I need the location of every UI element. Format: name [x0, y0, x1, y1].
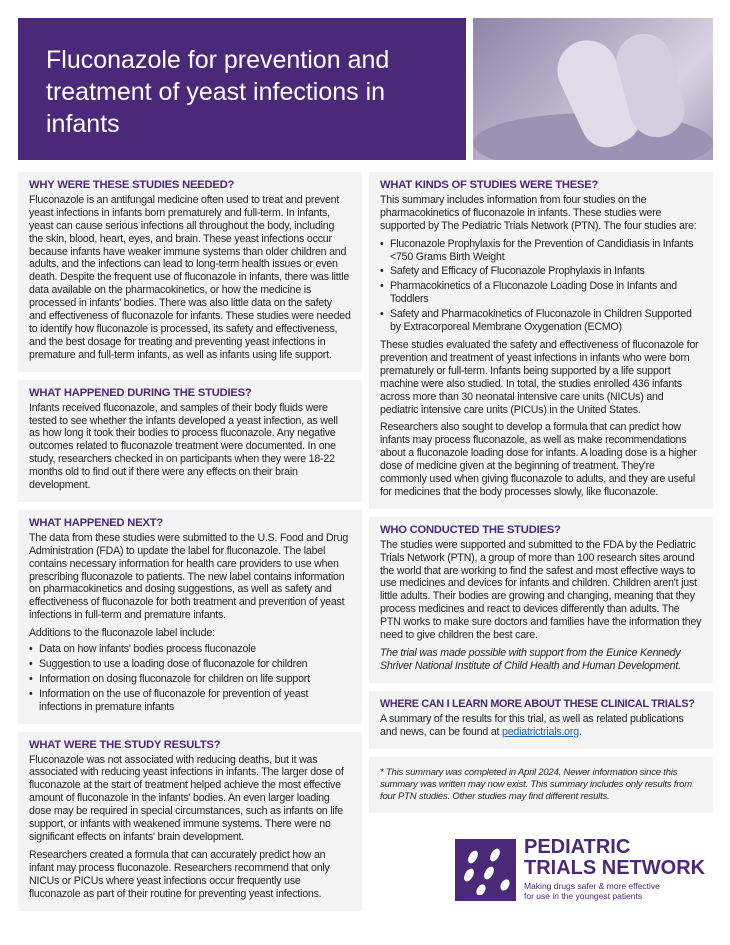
- list-item: • Suggestion to use a loading dose of fluconazole for children: [29, 658, 351, 671]
- section-body: [380, 713, 702, 739]
- list-item: • Data on how infants' bodies process fluconazole: [29, 643, 351, 656]
- section-body: Fluconazole was not associated with reducing deaths, but it was associated with reducing yeast infections in infants. The larger dose of fluconazole at the start of treatment helped achieve the most effective amount of fluconazole in the infants' bodies. An even larger loading dose may be required in special circumstances, such as infants on life support, or infants with weakened immune systems. There were no significant effects on infants' brain development.: [29, 753, 344, 843]
- section-body: Researchers created a formula that can accurately predict how an infant may process fluconazole. Researchers recommend that only NICUs or PICUs where yeast infections occur frequently use fluconazole as part of their routine for preventing yeast infections.: [29, 848, 330, 900]
- disclaimer-text: * This summary was completed in April 2024. Newer information since this summary was written may now exist. This summary includes only results from four PTN studies. Other studies may find different results.: [380, 766, 692, 802]
- funding-note: The trial was made possible with support from the Eunice Kennedy Shriver National Institute of Child Health and Human Development.: [380, 647, 681, 672]
- section-during: [18, 380, 362, 502]
- list-item: • Information on dosing fluconazole for children on life support: [29, 673, 351, 686]
- section-who: [369, 517, 713, 683]
- right-column: [369, 172, 713, 903]
- section-intro: This summary includes information from four studies on the pharmacokinetics of fluconazole in infants. These studies were supported by The Pediatric Trials Network (PTN). The four studies are:: [380, 193, 697, 232]
- section-body: These studies evaluated the safety and effectiveness of fluconazole for prevention and treatment of yeast infections in infants who were born prematurely or full-term. Infants being supported by a life support machine were also studied. In total, the studies enrolled 436 infants across more than 30 neonatal intensive care units (NICUs) and pediatric intensive care units (PICUs) in the United States.: [380, 338, 699, 416]
- logo-name-line: TRIALS NETWORK: [524, 856, 706, 879]
- header: [0, 0, 730, 160]
- section-body: The data from these studies were submitted to the U.S. Food and Drug Administration (FDA) to update the label for fluconazole. The label contains necessary information for health care providers to use when prescribing fluconazole to patients. The new label contains information on pharmacokinetics and dosing suggestions, as well as safety and effectiveness of fluconazole for both treatment and prevention of yeast infections in full-term and premature infants.: [29, 531, 349, 622]
- pediatrictrials-link[interactable]: pediatrictrials.org: [502, 725, 579, 738]
- page-title: Fluconazole for prevention and treatment of yeast infections in infants: [18, 18, 466, 160]
- section-body: Fluconazole is an antifungal medicine often used to treat and prevent yeast infections in infants born prematurely and full-term. In infants, yeast can cause serious infections all throughout the body, including the skin, blood, heart, eyes, and brain. These yeast infections occur because infants have weaker immune systems than older children and adults, and the infections can lead to long-term health issues or even death. Despite the frequent use of fluconazole in infants, there was little data available on the pharmacokinetics, or how the medicine is processed in infants' bodies. There was also little data on the safety and effectiveness of fluconazole for infants. These studies were needed to identify how fluconazole is processed, its safety and effectiveness, and the best dosage for treating and preventing yeast infections in premature and full-term infants, as well as infants using life support.: [29, 193, 351, 361]
- content-columns: [0, 160, 730, 923]
- list-item: • Pharmacokinetics of a Fluconazole Loading Dose in Infants and Toddlers: [380, 280, 702, 306]
- period: .: [578, 725, 582, 738]
- section-heading: WHAT KINDS OF STUDIES WERE THESE?: [380, 179, 599, 191]
- list-item: • Fluconazole Prophylaxis for the Prevention of Candidiasis in Infants <750 Grams Birth Weight: [380, 238, 702, 264]
- tagline-line: Making drugs safer & more effective: [524, 880, 660, 891]
- section-learn: [369, 691, 713, 749]
- section-heading: WHO CONDUCTED THE STUDIES?: [380, 523, 561, 536]
- section-results: [18, 732, 362, 911]
- section-kinds: [369, 172, 713, 509]
- section-body: The studies were supported and submitted to the FDA by the Pediatric Trials Network (PTN), a group of more than 100 research sites around the world that are working to find the safest and most effective ways to use medicines and devices for infants and children. Children aren't just little adults. Their bodies are growing and changing, meaning that they process medicines and react to devices differently than adults. The PTN works to make sure doctors and families have the information they need to give children the best care.: [380, 538, 702, 642]
- section-body: Researchers also sought to develop a formula that can predict how infants may process fluconazole, as well as make recommendations about a fluconazole loading dose for infants. A loading dose is a higher dose of medicine given at the beginning of treatment. They're commonly used when giving fluconazole to adults, and they are useful for medicines that the body processes slowly, like fluconazole.: [380, 421, 697, 498]
- disclaimer: [369, 757, 713, 813]
- section-next: [18, 510, 362, 724]
- section-body: Infants received fluconazole, and samples of their body fluids were tested to see whether the infants developed a yeast infection, as well as how long it took their bodies to process fluconazole. Any negative outcomes related to fluconazole treatment were documented. In one study, researchers checked in on participants when they were 18-22 months old to find out if there were any effects on their brain development.: [29, 401, 338, 492]
- section-heading: WHAT HAPPENED DURING THE STUDIES?: [29, 386, 252, 399]
- logo-name-line: PEDIATRIC: [524, 835, 631, 858]
- section-heading: WHAT WERE THE STUDY RESULTS?: [29, 738, 221, 751]
- list-item: • Safety and Efficacy of Fluconazole Prophylaxis in Infants: [380, 265, 702, 278]
- logo-tagline: [524, 881, 660, 901]
- logo-name: [524, 837, 705, 879]
- list-item: • Information on the use of fluconazole for prevention of yeast infections in premature infants: [29, 688, 351, 714]
- section-heading: WHERE CAN I LEARN MORE ABOUT THESE CLINICAL TRIALS?: [380, 697, 695, 710]
- list-item: • Safety and Pharmacokinetics of Fluconazole in Children Supported by Extracorporeal Membrane Oxygenation (ECMO): [380, 308, 702, 334]
- section-heading: WHY WERE THESE STUDIES NEEDED?: [29, 179, 235, 191]
- section-why: [18, 172, 362, 372]
- section-heading: WHAT HAPPENED NEXT?: [29, 516, 163, 529]
- footprints-icon: [455, 839, 516, 901]
- left-column: [18, 172, 362, 911]
- section-intro: Additions to the fluconazole label include:: [29, 627, 215, 640]
- infant-feet-photo: [473, 18, 713, 160]
- tagline-line: for use in the youngest patients: [524, 890, 643, 901]
- ptn-logo: [455, 835, 713, 903]
- learn-text: A summary of the results for this trial, as well as related publications and news, can be found at: [380, 712, 684, 738]
